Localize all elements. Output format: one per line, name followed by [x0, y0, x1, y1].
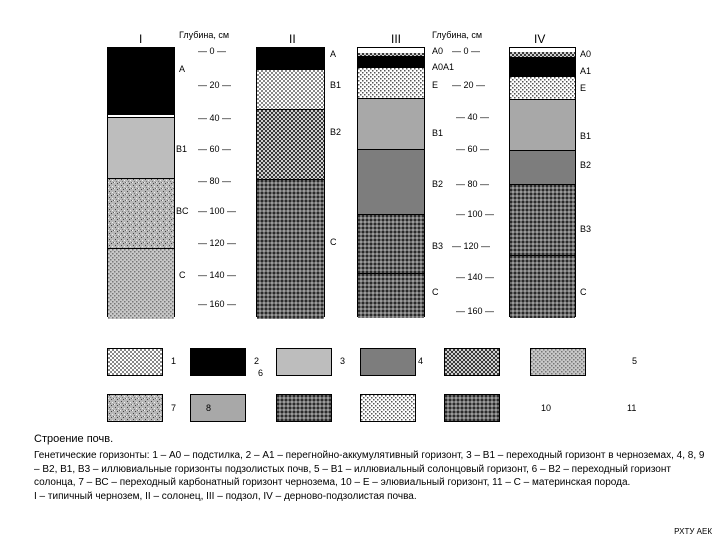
soil-profile-II: [256, 47, 325, 317]
column-II-numeral: II: [289, 32, 296, 46]
depth-title-III: Глубина, см: [432, 30, 483, 40]
caption-text: [34, 449, 710, 503]
horizon-B3-III: [358, 215, 424, 274]
column-III-numeral: III: [391, 32, 402, 46]
legend-number-8: 8: [206, 403, 212, 413]
legend-swatch-5a: [444, 348, 500, 376]
depth-tick-60: — 60 —: [198, 144, 232, 154]
footer-credit: РХТУ АЕК: [674, 527, 712, 536]
horizon-label-B1-III: B1: [432, 128, 444, 138]
horizon-label-B2-III: B2: [432, 179, 444, 189]
horizon-A0A1-III: [358, 56, 424, 68]
horizon-label-B3-IV: B3: [580, 224, 592, 234]
horizon-B2-IV: [510, 151, 575, 185]
legend-swatch-9: [276, 394, 332, 422]
depth-title-I: Глубина, см: [179, 30, 230, 40]
horizon-C-II: [257, 179, 324, 319]
horizon-label-A0-IV: A0: [580, 49, 592, 59]
horizon-A0-IV: [510, 48, 575, 57]
horizon-label-C-IV: C: [580, 287, 587, 297]
depth-tick-20-III: — 20 —: [452, 80, 486, 90]
horizon-B2-III: [358, 150, 424, 215]
depth-tick-140: — 140 —: [198, 270, 237, 280]
horizon-A-II: [257, 48, 324, 69]
legend-number-10: 10: [541, 403, 552, 413]
horizon-label-A-II: A: [330, 49, 337, 59]
horizon-C: [108, 248, 174, 319]
horizon-label-C: C: [179, 270, 186, 280]
legend-number-1: 1: [171, 356, 177, 366]
horizon-label-B1-II: B1: [330, 80, 342, 90]
legend-swatch-7: [107, 394, 163, 422]
legend-number-6: 6: [258, 368, 264, 378]
horizon-B1-IV: [510, 100, 575, 151]
legend-number-11: 11: [627, 403, 637, 413]
horizon-B1-II: [257, 69, 324, 110]
horizon-BC: [108, 179, 174, 248]
depth-tick-80: — 80 —: [198, 176, 232, 186]
depth-tick-60-III: — 60 —: [456, 144, 490, 154]
caption-soil-types: I – типичный чернозем, II – солонец, III – подзол, IV – дерново-подзолистая почва.: [34, 490, 417, 502]
depth-tick-100: — 100 —: [198, 206, 237, 216]
legend-number-5: 5: [632, 356, 638, 366]
horizon-A1-IV: [510, 57, 575, 77]
horizon-A0-III: [358, 48, 424, 56]
horizon-label-A0-III: A0: [432, 46, 444, 56]
soil-profile-III: [357, 47, 425, 317]
legend-swatch-5b: [530, 348, 586, 376]
horizon-label-E-IV: E: [580, 83, 587, 93]
depth-tick-20: — 20 —: [198, 80, 232, 90]
horizon-B1-III: [358, 99, 424, 150]
horizon-A1: [108, 48, 174, 115]
horizon-label-C-III: C: [432, 287, 439, 297]
depth-tick-160-III: — 160 —: [456, 306, 495, 316]
horizon-label-B2-IV: B2: [580, 160, 592, 170]
horizon-E-III: [358, 68, 424, 99]
depth-tick-120: — 120 —: [198, 238, 237, 248]
horizon-label-E-III: E: [432, 80, 439, 90]
legend-swatch-4: [360, 348, 416, 376]
horizon-label-A0A1-III: A0A1: [432, 62, 455, 72]
legend-number-2: 2: [254, 356, 260, 366]
legend-number-3: 3: [340, 356, 346, 366]
horizon-B3-IV: [510, 185, 575, 256]
legend-swatch-11: [444, 394, 500, 422]
legend-swatch-8: [190, 394, 246, 422]
horizon-label-B1: B1: [176, 144, 188, 154]
horizon-label-B2-II: B2: [330, 127, 342, 137]
horizon-label-C-II: C: [330, 237, 337, 247]
horizon-label-B3-III: B3: [432, 241, 444, 251]
legend-swatch-1: [107, 348, 163, 376]
horizon-B2-II: [257, 109, 324, 180]
legend-swatch-3: [276, 348, 332, 376]
depth-tick-140-III: — 140 —: [456, 272, 495, 282]
depth-tick-160: — 160 —: [198, 299, 237, 309]
depth-tick-100-III: — 100 —: [456, 209, 495, 219]
legend-number-4: 4: [418, 356, 424, 366]
legend-number-7: 7: [171, 403, 177, 413]
depth-tick-40-III: — 40 —: [456, 112, 490, 122]
depth-tick-80-III: — 80 —: [456, 179, 490, 189]
horizon-label-BC: BC: [176, 206, 189, 216]
horizon-C-III: [358, 274, 424, 318]
depth-tick-120-III: — 120 —: [452, 241, 491, 251]
caption-title: Строение почв.: [34, 433, 114, 445]
depth-tick-0-III: — 0 —: [452, 46, 481, 56]
soil-profile-IV: [509, 47, 576, 317]
horizon-E-IV: [510, 77, 575, 100]
horizon-B1: [108, 117, 174, 179]
column-IV-numeral: IV: [534, 32, 546, 46]
soil-profile-I: [107, 47, 175, 317]
horizon-label-B1-IV: B1: [580, 131, 592, 141]
column-I-numeral: I: [139, 32, 143, 46]
horizon-C-IV: [510, 256, 575, 318]
depth-tick-40: — 40 —: [198, 113, 232, 123]
horizon-label-A: A: [179, 64, 186, 74]
horizon-label-A1-IV: A1: [580, 66, 592, 76]
legend-swatch-10: [360, 394, 416, 422]
legend-swatch-2: [190, 348, 246, 376]
depth-tick-0: — 0 —: [198, 46, 227, 56]
caption-horizons: Генетические горизонты: 1 – А0 – подстилка, 2 – А1 – перегнойно-аккумулятивный горизонт, 3 – В1 – переходный горизонт в черноземах, 4, 8, 9 – В2, В1, В3 – иллювиальные горизонты подзолистых почв, 5 – В1 – иллювиальный солонцовый горизонт, 6 – В2 – переходный горизонт солонца, 7 – ВС – переходный карбонатный горизонт чернозема, 10 – Е – элювиальный горизонт, 11 – С – материнская порода.: [34, 450, 705, 489]
